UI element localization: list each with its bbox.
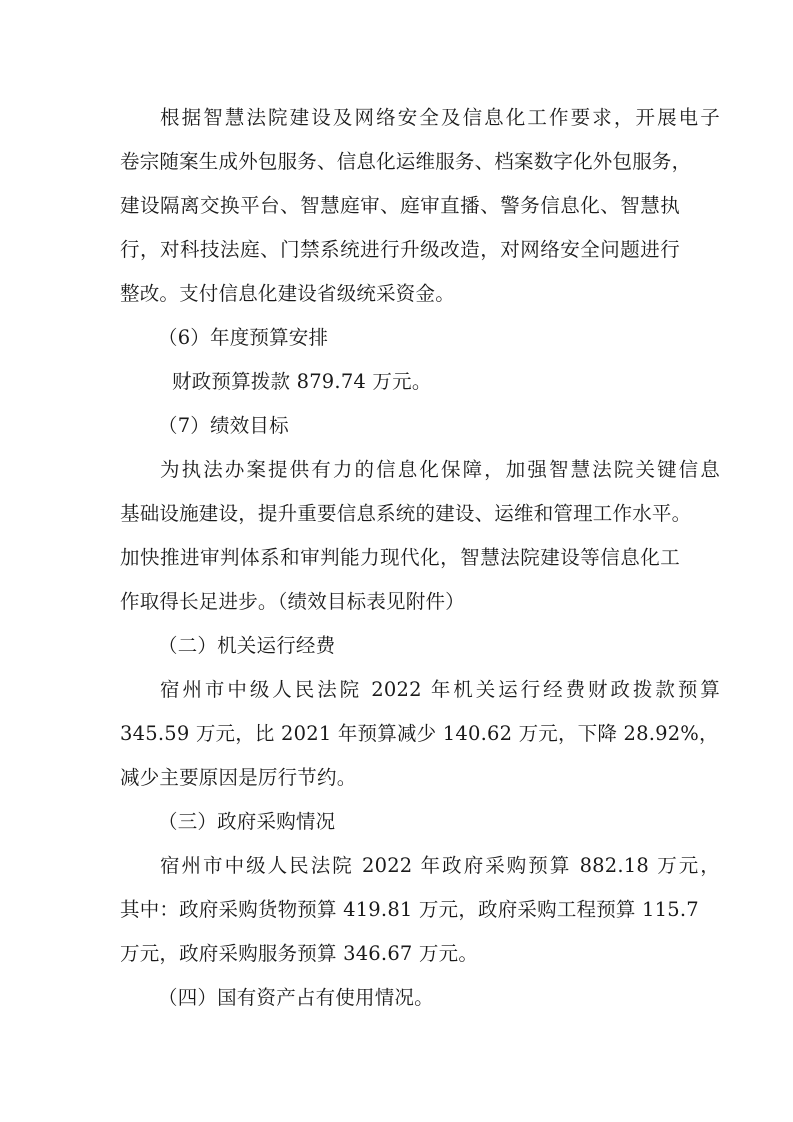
paragraph-line: 万元，政府采购服务预算 346.67 万元。 <box>120 942 479 965</box>
section-heading: （6）年度预算安排 <box>158 326 329 349</box>
paragraph-line: 为执法办案提供有力的信息化保障，加强智慧法院关键信息 <box>160 458 720 481</box>
section-heading: （二）机关运行经费 <box>158 634 336 657</box>
paragraph-line: 根据智慧法院建设及网络安全及信息化工作要求，开展电子 <box>160 106 720 129</box>
paragraph-line: 建设隔离交换平台、智慧庭审、庭审直播、警务信息化、智慧执 <box>120 194 680 217</box>
paragraph-line: 减少主要原因是厉行节约。 <box>120 766 357 789</box>
paragraph-line: 加快推进审判体系和审判能力现代化，智慧法院建设等信息化工 <box>120 546 680 569</box>
section-heading: （7）绩效目标 <box>158 414 289 437</box>
paragraph-line: 宿州市中级人民法院 2022 年政府采购预算 882.18 万元， <box>160 854 720 877</box>
paragraph-line: 基础设施建设，提升重要信息系统的建设、运维和管理工作水平。 <box>120 502 692 525</box>
paragraph-line: 整改。支付信息化建设省级统采资金。 <box>120 282 455 305</box>
section-heading: （三）政府采购情况 <box>158 810 336 833</box>
paragraph-line: 卷宗随案生成外包服务、信息化运维服务、档案数字化外包服务， <box>120 150 692 173</box>
paragraph-line: 财政预算拨款 879.74 万元。 <box>172 370 432 393</box>
paragraph-line: 行，对科技法庭、门禁系统进行升级改造，对网络安全问题进行 <box>120 238 680 261</box>
paragraph-line: 作取得长足进步。（绩效目标表见附件） <box>120 590 465 613</box>
paragraph-line: 宿州市中级人民法院 2022 年机关运行经费财政拨款预算 <box>160 678 720 701</box>
section-heading: （四）国有资产占有使用情况。 <box>158 986 434 1009</box>
paragraph-line: 345.59 万元，比 2021 年预算减少 140.62 万元，下降 28.92%， <box>120 722 719 745</box>
paragraph-line: 其中：政府采购货物预算 419.81 万元，政府采购工程预算 115.7 <box>120 898 699 921</box>
